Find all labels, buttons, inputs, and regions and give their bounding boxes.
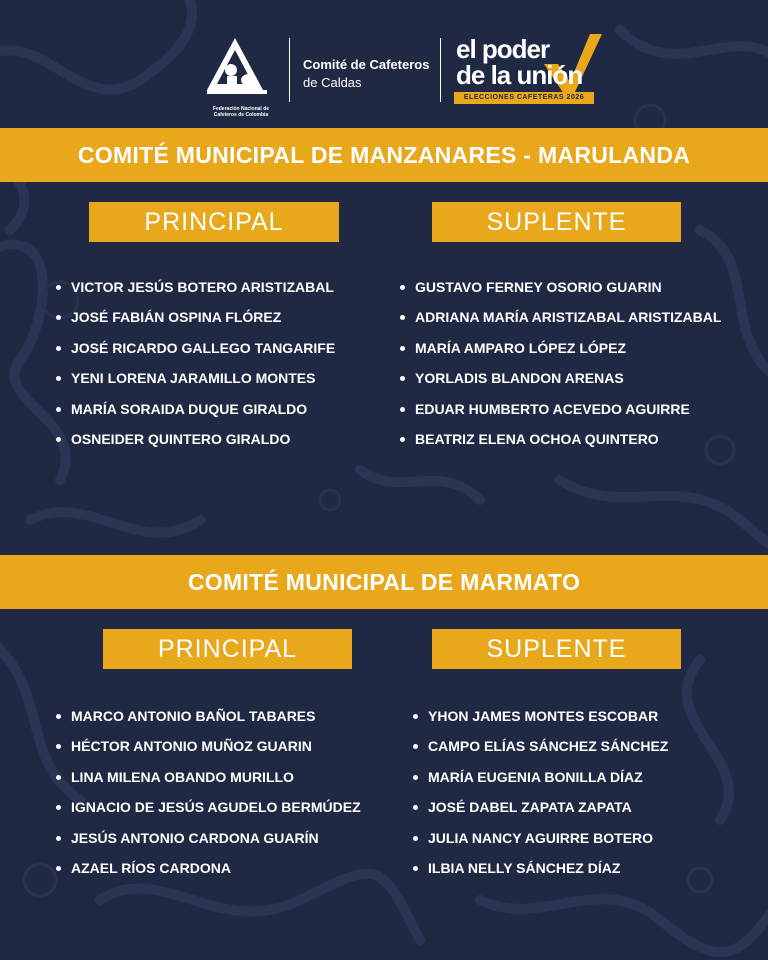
list-item: ADRIANA MARÍA ARISTIZABAL ARISTIZABAL xyxy=(400,302,721,332)
list-item: VICTOR JESÚS BOTERO ARISTIZABAL xyxy=(56,272,335,302)
list-item: MARÍA AMPARO LÓPEZ LÓPEZ xyxy=(400,333,721,363)
fnc-caption: Federación Nacional de Cafeteros de Colombia xyxy=(212,106,270,118)
list-item: JOSÉ RICARDO GALLEGO TANGARIFE xyxy=(56,333,335,363)
list-item: ILBIA NELLY SÁNCHEZ DÍAZ xyxy=(413,853,668,883)
principal-list xyxy=(56,701,361,883)
suplente-list xyxy=(413,701,668,883)
comite-title: Comité de Cafeteros xyxy=(303,57,430,72)
list-item: OSNEIDER QUINTERO GIRALDO xyxy=(56,424,335,454)
list-item: MARCO ANTONIO BAÑOL TABARES xyxy=(56,701,361,731)
principal-label: PRINCIPAL xyxy=(89,202,339,242)
list-item: JOSÉ FABIÁN OSPINA FLÓREZ xyxy=(56,302,335,332)
header-divider xyxy=(289,38,290,102)
comite-subtitle: de Caldas xyxy=(303,75,362,90)
section-title-manzanares: COMITÉ MUNICIPAL DE MANZANARES - MARULANDA xyxy=(0,128,768,182)
list-item: IGNACIO DE JESÚS AGUDELO BERMÚDEZ xyxy=(56,792,361,822)
header-divider-2 xyxy=(440,38,441,102)
suplente-label: SUPLENTE xyxy=(432,629,681,669)
comite-name xyxy=(303,56,429,92)
list-item: JULIA NANCY AGUIRRE BOTERO xyxy=(413,823,668,853)
principal-label: PRINCIPAL xyxy=(103,629,352,669)
list-item: AZAEL RÍOS CARDONA xyxy=(56,853,361,883)
header xyxy=(0,30,768,118)
section-title-marmato: COMITÉ MUNICIPAL DE MARMATO xyxy=(0,555,768,609)
list-item: JOSÉ DABEL ZAPATA ZAPATA xyxy=(413,792,668,822)
campaign-badge: ELECCIONES CAFETERAS 2026 xyxy=(454,92,594,104)
list-item: CAMPO ELÍAS SÁNCHEZ SÁNCHEZ xyxy=(413,731,668,761)
campaign-logo xyxy=(452,34,612,106)
list-item: JESÚS ANTONIO CARDONA GUARÍN xyxy=(56,823,361,853)
campaign-line-2: de la unión xyxy=(456,60,583,90)
campaign-line-1: el poder xyxy=(456,34,550,64)
list-item: YHON JAMES MONTES ESCOBAR xyxy=(413,701,668,731)
list-item: EDUAR HUMBERTO ACEVEDO AGUIRRE xyxy=(400,394,721,424)
list-item: MARÍA EUGENIA BONILLA DÍAZ xyxy=(413,762,668,792)
suplente-list xyxy=(400,272,721,454)
list-item: LINA MILENA OBANDO MURILLO xyxy=(56,762,361,792)
suplente-label: SUPLENTE xyxy=(432,202,681,242)
juan-valdez-logo-icon xyxy=(207,36,275,102)
list-item: YENI LORENA JARAMILLO MONTES xyxy=(56,363,335,393)
list-item: YORLADIS BLANDON ARENAS xyxy=(400,363,721,393)
list-item: HÉCTOR ANTONIO MUÑOZ GUARIN xyxy=(56,731,361,761)
list-item: BEATRIZ ELENA OCHOA QUINTERO xyxy=(400,424,721,454)
principal-list xyxy=(56,272,335,454)
list-item: GUSTAVO FERNEY OSORIO GUARIN xyxy=(400,272,721,302)
list-item: MARÍA SORAIDA DUQUE GIRALDO xyxy=(56,394,335,424)
